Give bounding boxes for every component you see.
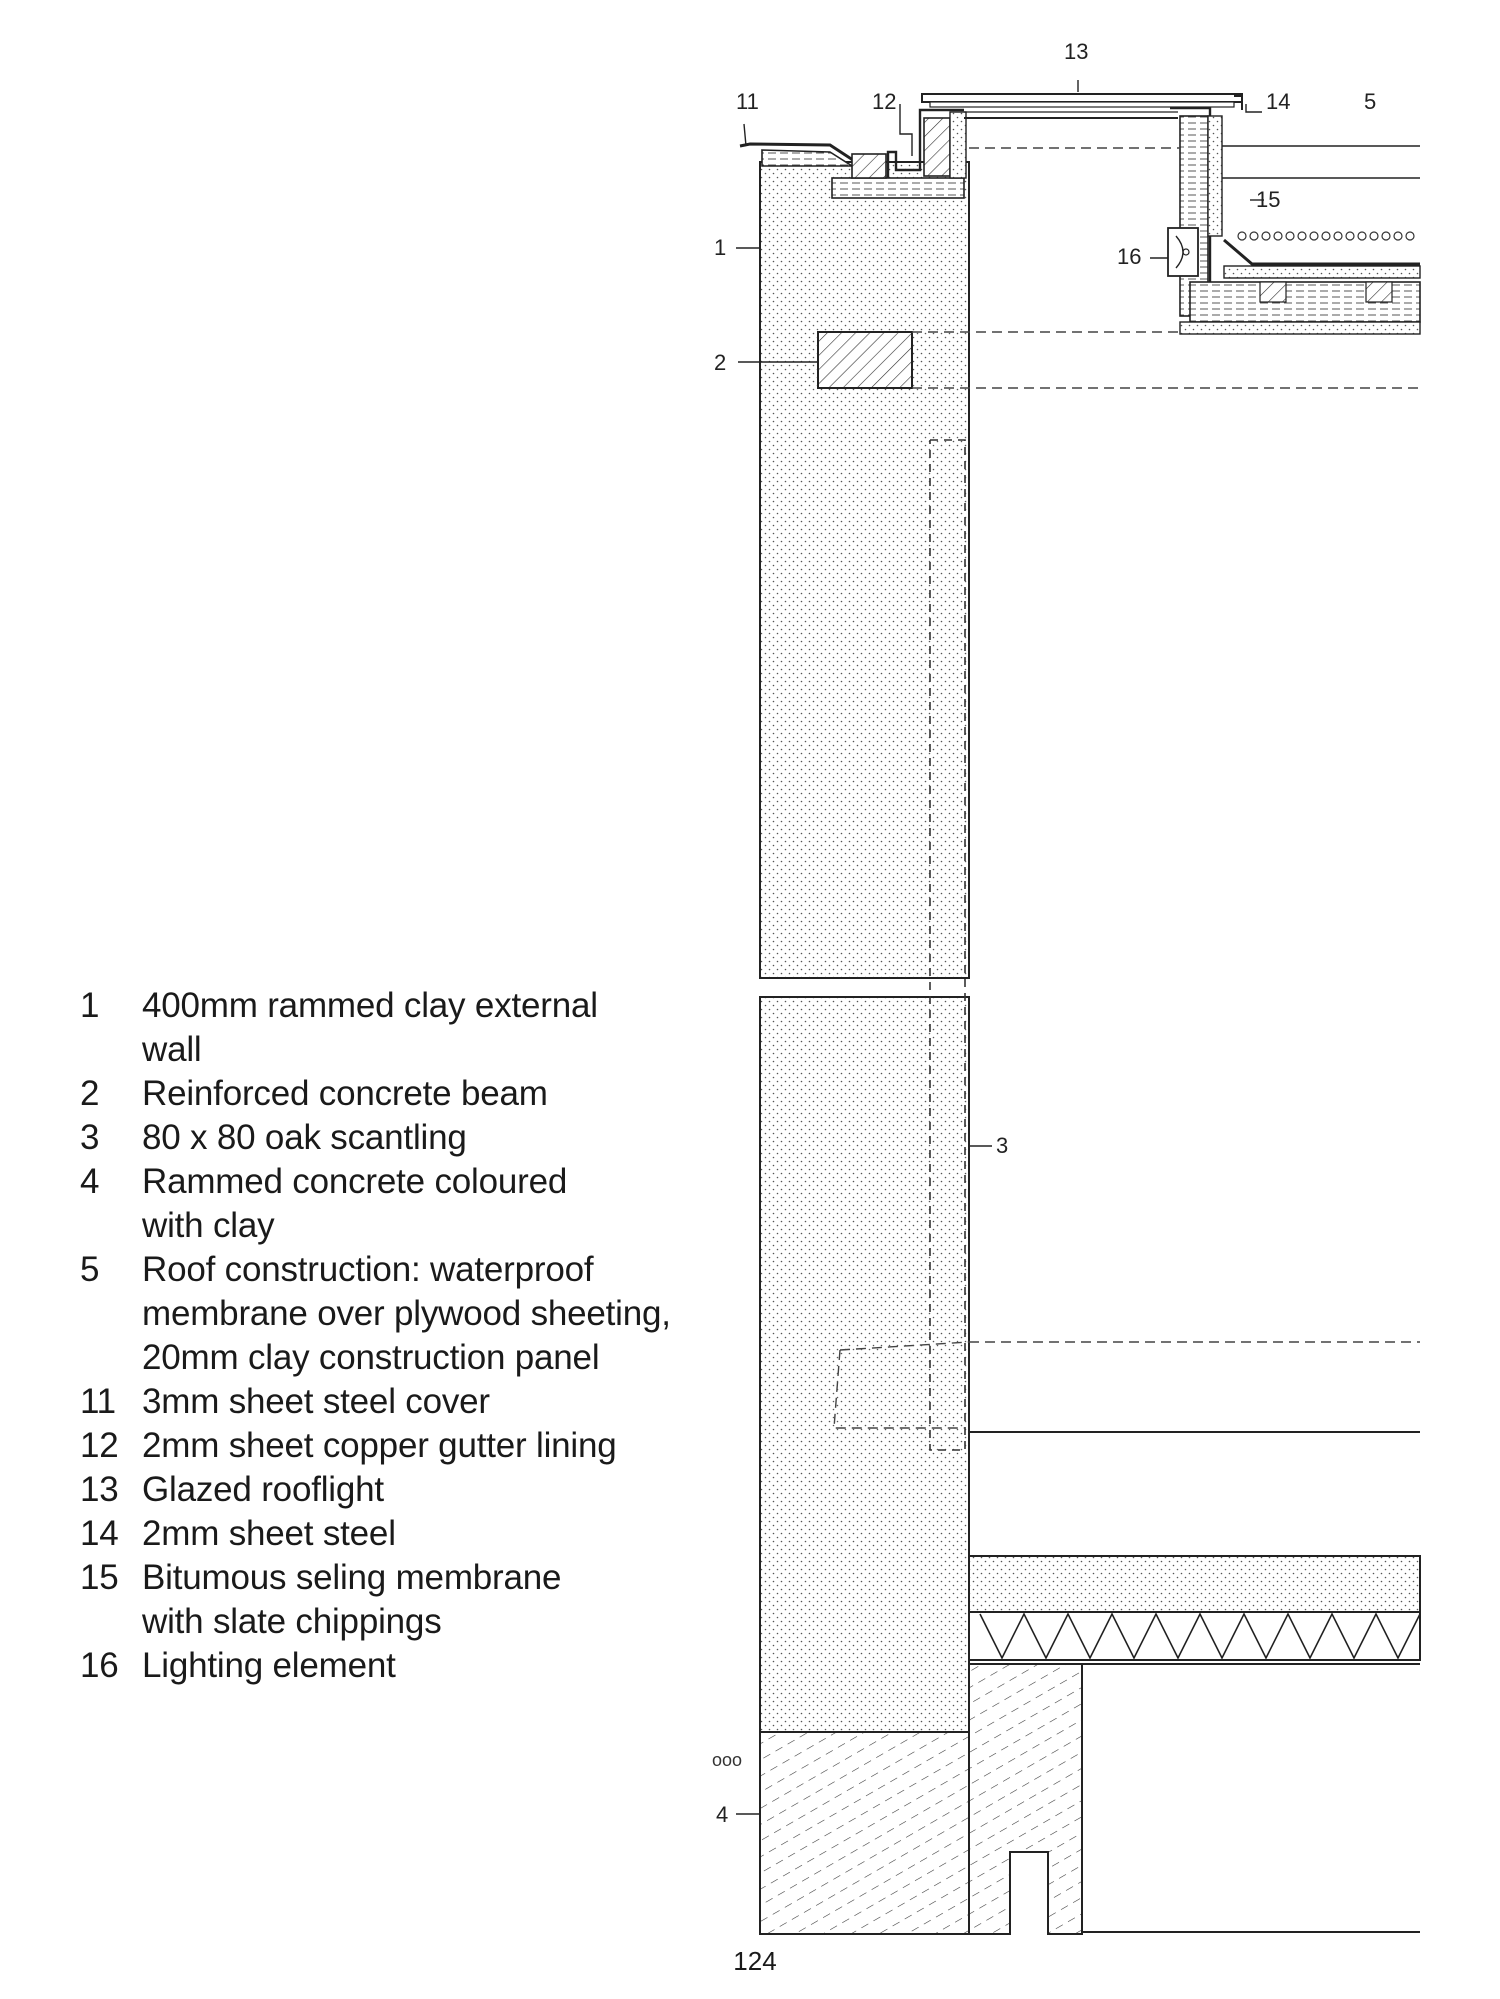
legend-item bbox=[80, 1072, 740, 1116]
callout-4: 4 bbox=[716, 1802, 729, 1827]
callout-12: 12 bbox=[872, 89, 897, 114]
legend-text: Lighting element bbox=[142, 1646, 396, 1685]
legend-item bbox=[80, 1468, 740, 1512]
legend-number: 1 bbox=[80, 986, 100, 1025]
floor-slab bbox=[969, 1556, 1420, 1664]
concrete-beam bbox=[818, 332, 912, 388]
legend-number: 13 bbox=[80, 1470, 119, 1509]
callout-16: 16 bbox=[1117, 244, 1142, 269]
rammed-clay-wall bbox=[755, 162, 975, 1732]
callout-13: 13 bbox=[1064, 39, 1089, 64]
callout-14: 14 bbox=[1266, 89, 1291, 114]
legend-text: Bitumous seling membrane with slate chippings bbox=[142, 1558, 562, 1641]
legend-text: 2mm sheet copper gutter lining bbox=[142, 1426, 617, 1465]
legend-number: 16 bbox=[80, 1646, 119, 1685]
roof-kerb bbox=[1168, 108, 1420, 334]
legend-number: 5 bbox=[80, 1250, 100, 1289]
callout-15: 15 bbox=[1256, 187, 1281, 212]
callout-2: 2 bbox=[714, 350, 727, 375]
legend-item bbox=[80, 984, 740, 1072]
legend-number: 11 bbox=[80, 1382, 116, 1421]
glazed-rooflight bbox=[922, 94, 1242, 118]
page-number: 124 bbox=[733, 1946, 777, 1976]
legend-item bbox=[80, 1644, 740, 1688]
callout-5: 5 bbox=[1364, 89, 1377, 114]
legend-text: Roof construction: waterproof membrane over plywood sheeting, 20mm clay construction panel bbox=[142, 1250, 671, 1377]
legend-item bbox=[80, 1116, 740, 1160]
legend-item bbox=[80, 1160, 740, 1248]
callout-11: 11 bbox=[736, 89, 759, 114]
legend-item bbox=[80, 1248, 740, 1380]
legend-number: 14 bbox=[80, 1514, 119, 1553]
legend-text: Reinforced concrete beam bbox=[142, 1074, 548, 1113]
legend-text: Rammed concrete coloured with clay bbox=[142, 1162, 568, 1245]
legend-number: 12 bbox=[80, 1426, 119, 1465]
legend-item bbox=[80, 1380, 740, 1424]
legend-item bbox=[80, 1512, 740, 1556]
legend-number: 3 bbox=[80, 1118, 100, 1157]
callout-3: 3 bbox=[996, 1133, 1009, 1158]
legend-text: 80 x 80 oak scantling bbox=[142, 1118, 467, 1157]
svg-text:ooo: ooo bbox=[712, 1750, 743, 1770]
legend bbox=[80, 984, 740, 1688]
legend-number: 2 bbox=[80, 1074, 100, 1113]
callout-1: 1 bbox=[714, 235, 727, 260]
legend-item bbox=[80, 1556, 740, 1644]
legend-text: 2mm sheet steel bbox=[142, 1514, 396, 1553]
legend-text: Glazed rooflight bbox=[142, 1470, 384, 1509]
legend-item bbox=[80, 1424, 740, 1468]
legend-number: 15 bbox=[80, 1558, 119, 1597]
legend-number: 4 bbox=[80, 1162, 100, 1201]
legend-text: 3mm sheet steel cover bbox=[142, 1382, 490, 1421]
legend-text: 400mm rammed clay external wall bbox=[142, 986, 598, 1069]
